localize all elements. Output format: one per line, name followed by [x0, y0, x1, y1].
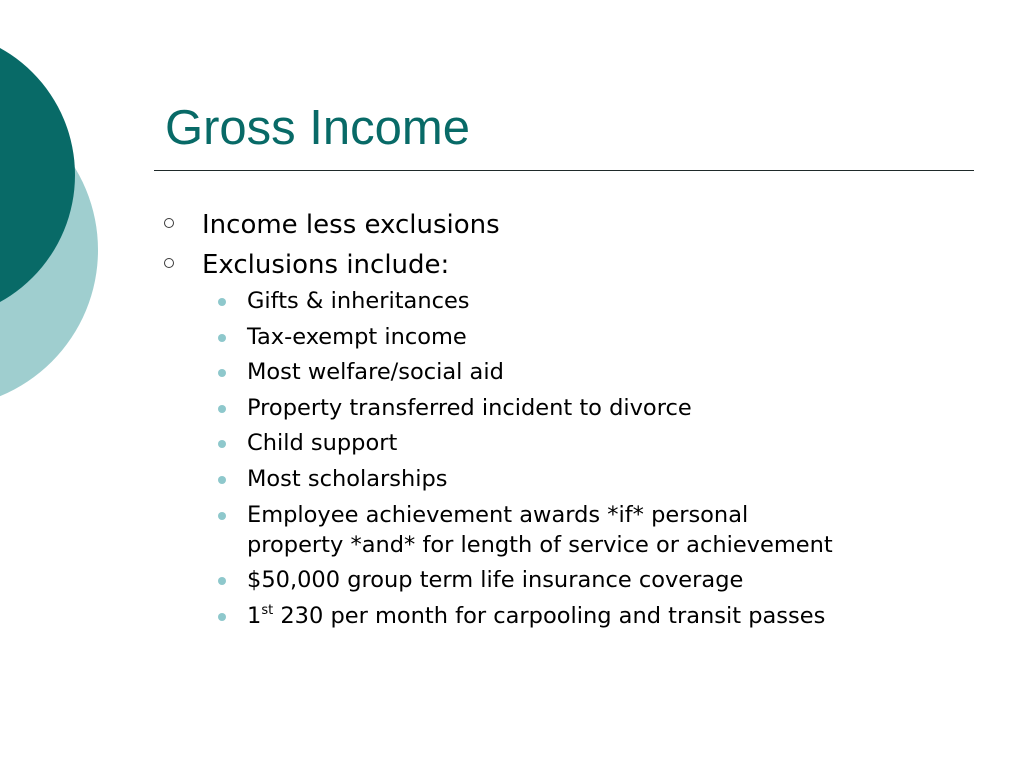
- sub-bullet-text: Child support: [247, 430, 398, 457]
- bullet-item: [164, 245, 500, 285]
- sub-bullet-text-rest: 230 per month for carpooling and transit passes: [273, 602, 826, 629]
- dot-bullet-icon: [218, 577, 226, 585]
- dot-bullet-icon: [218, 369, 226, 377]
- dot-bullet-icon: [218, 440, 226, 448]
- dot-bullet-icon: [218, 512, 226, 520]
- sub-bullet-item: [218, 464, 833, 494]
- sub-bullet-item: [218, 500, 833, 560]
- sub-bullet-item: [218, 601, 833, 631]
- sub-bullet-text-prefix: 1: [247, 602, 262, 629]
- dot-bullet-icon: [218, 405, 226, 413]
- hollow-circle-bullet-icon: [164, 258, 174, 268]
- bullet-text: Exclusions include:: [202, 250, 450, 280]
- sub-bullet-item: [218, 322, 833, 352]
- dot-bullet-icon: [218, 613, 226, 621]
- sub-bullet-item: [218, 565, 833, 595]
- sub-bullet-item: [218, 286, 833, 316]
- hollow-circle-bullet-icon: [164, 218, 174, 228]
- bullet-list: [164, 205, 500, 285]
- sub-bullet-text: Gifts & inheritances: [247, 288, 470, 314]
- sub-bullet-text-line-1: Employee achievement awards *if* personal: [247, 501, 749, 528]
- bullet-text: Income less exclusions: [202, 210, 500, 240]
- slide-title: Gross Income: [165, 101, 470, 155]
- sub-bullet-text: Tax-exempt income: [247, 323, 467, 350]
- sub-bullet-item: [218, 357, 833, 387]
- bullet-item: [164, 205, 500, 245]
- sub-bullet-text: Most welfare/social aid: [247, 359, 504, 386]
- sub-bullet-item: [218, 393, 833, 423]
- decorative-circles: [0, 0, 110, 400]
- ordinal-superscript: st: [261, 602, 274, 618]
- dot-bullet-icon: [218, 298, 226, 306]
- sub-bullet-list: [218, 286, 833, 636]
- sub-bullet-text: $50,000 group term life insurance coverage: [247, 567, 744, 594]
- sub-bullet-text: Most scholarships: [247, 465, 448, 492]
- sub-bullet-text-line-2: property *and* for length of service or achievement: [247, 531, 833, 558]
- title-divider: [154, 170, 974, 171]
- dot-bullet-icon: [218, 476, 226, 484]
- sub-bullet-text: Property transferred incident to divorce: [247, 394, 692, 421]
- sub-bullet-item: [218, 428, 833, 458]
- dot-bullet-icon: [218, 334, 226, 342]
